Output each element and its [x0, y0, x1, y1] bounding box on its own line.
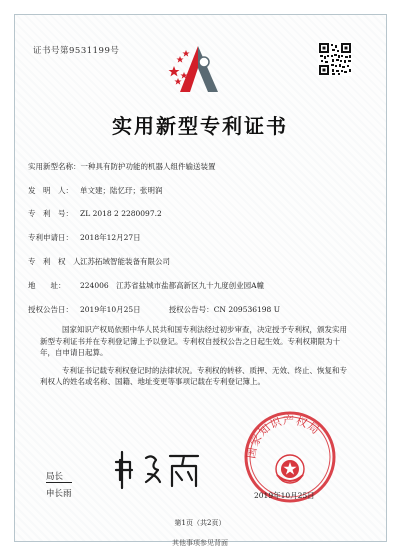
seal-date: 2019年10月25日	[254, 491, 315, 500]
svg-text:国家知识产权局: 国家知识产权局	[244, 413, 323, 460]
filing-date-row	[28, 232, 141, 243]
director-name: 申长雨	[46, 489, 72, 499]
utility-model-name-value: 一种具有防护功能的机器人组件输送装置	[80, 162, 216, 171]
director-divider	[46, 482, 72, 483]
patentee-row	[28, 256, 170, 267]
grant-date-label: 授权公告日：	[28, 305, 73, 314]
patentee-label: 专 利 权 人：	[28, 257, 88, 266]
director-title: 局长	[46, 472, 64, 482]
body-paragraph: 国家知识产权局依照中华人民共和国专利法经过初步审查，决定授予专利权，颁发实用新型专利证书并在专利登记簿上予以登记。专利权自授权公告之日起生效。专利权期限为十年，自申请日起算。	[40, 325, 347, 357]
grant-date-value: 2019年10月25日	[80, 305, 141, 314]
address-row	[28, 280, 264, 291]
grant-number-label: 授权公告号：	[168, 305, 214, 314]
utility-model-name-row	[28, 161, 216, 172]
patent-number-row	[28, 208, 162, 219]
footer-note: 其他事项参见背面	[172, 539, 228, 547]
patentee-value: 江苏拓域智能装备有限公司	[80, 257, 170, 266]
patent-office-emblem-icon	[164, 40, 236, 100]
inventor-value: 单文建；陆忆玗；张明润	[80, 186, 163, 195]
patent-number-value: ZL 2018 2 2280097.2	[80, 209, 162, 218]
certificate-number: 证书号第9531199号	[33, 46, 120, 56]
utility-model-name-label: 实用新型名称：	[28, 162, 81, 171]
address-label: 地 址：	[28, 281, 66, 290]
director-signature	[112, 448, 212, 492]
page-number: 第1页（共2页）	[174, 519, 226, 527]
grant-number-value: CN 209536198 U	[213, 305, 281, 314]
filing-date-value: 2018年12月27日	[80, 233, 141, 242]
qr-code-icon	[318, 42, 352, 76]
body-paragraph: 专利证书记载专利权登记时的法律状况。专利权的转移、质押、无效、终止、恢复和专利权人的姓名或名称、国籍、地址变更等事项记载在专利登记簿上。	[40, 365, 347, 386]
certificate-body	[40, 324, 354, 388]
address-value: 224006 江苏省盐城市盐都高新区九十九度创业园A幢	[80, 281, 265, 290]
inventor-row	[28, 185, 163, 196]
certificate-title: 实用新型专利证书	[112, 114, 288, 138]
inventor-label: 发 明 人：	[28, 186, 73, 195]
grant-info-row	[28, 304, 280, 315]
patent-number-label: 专 利 号：	[28, 209, 73, 218]
filing-date-label: 专利申请日：	[28, 233, 73, 242]
